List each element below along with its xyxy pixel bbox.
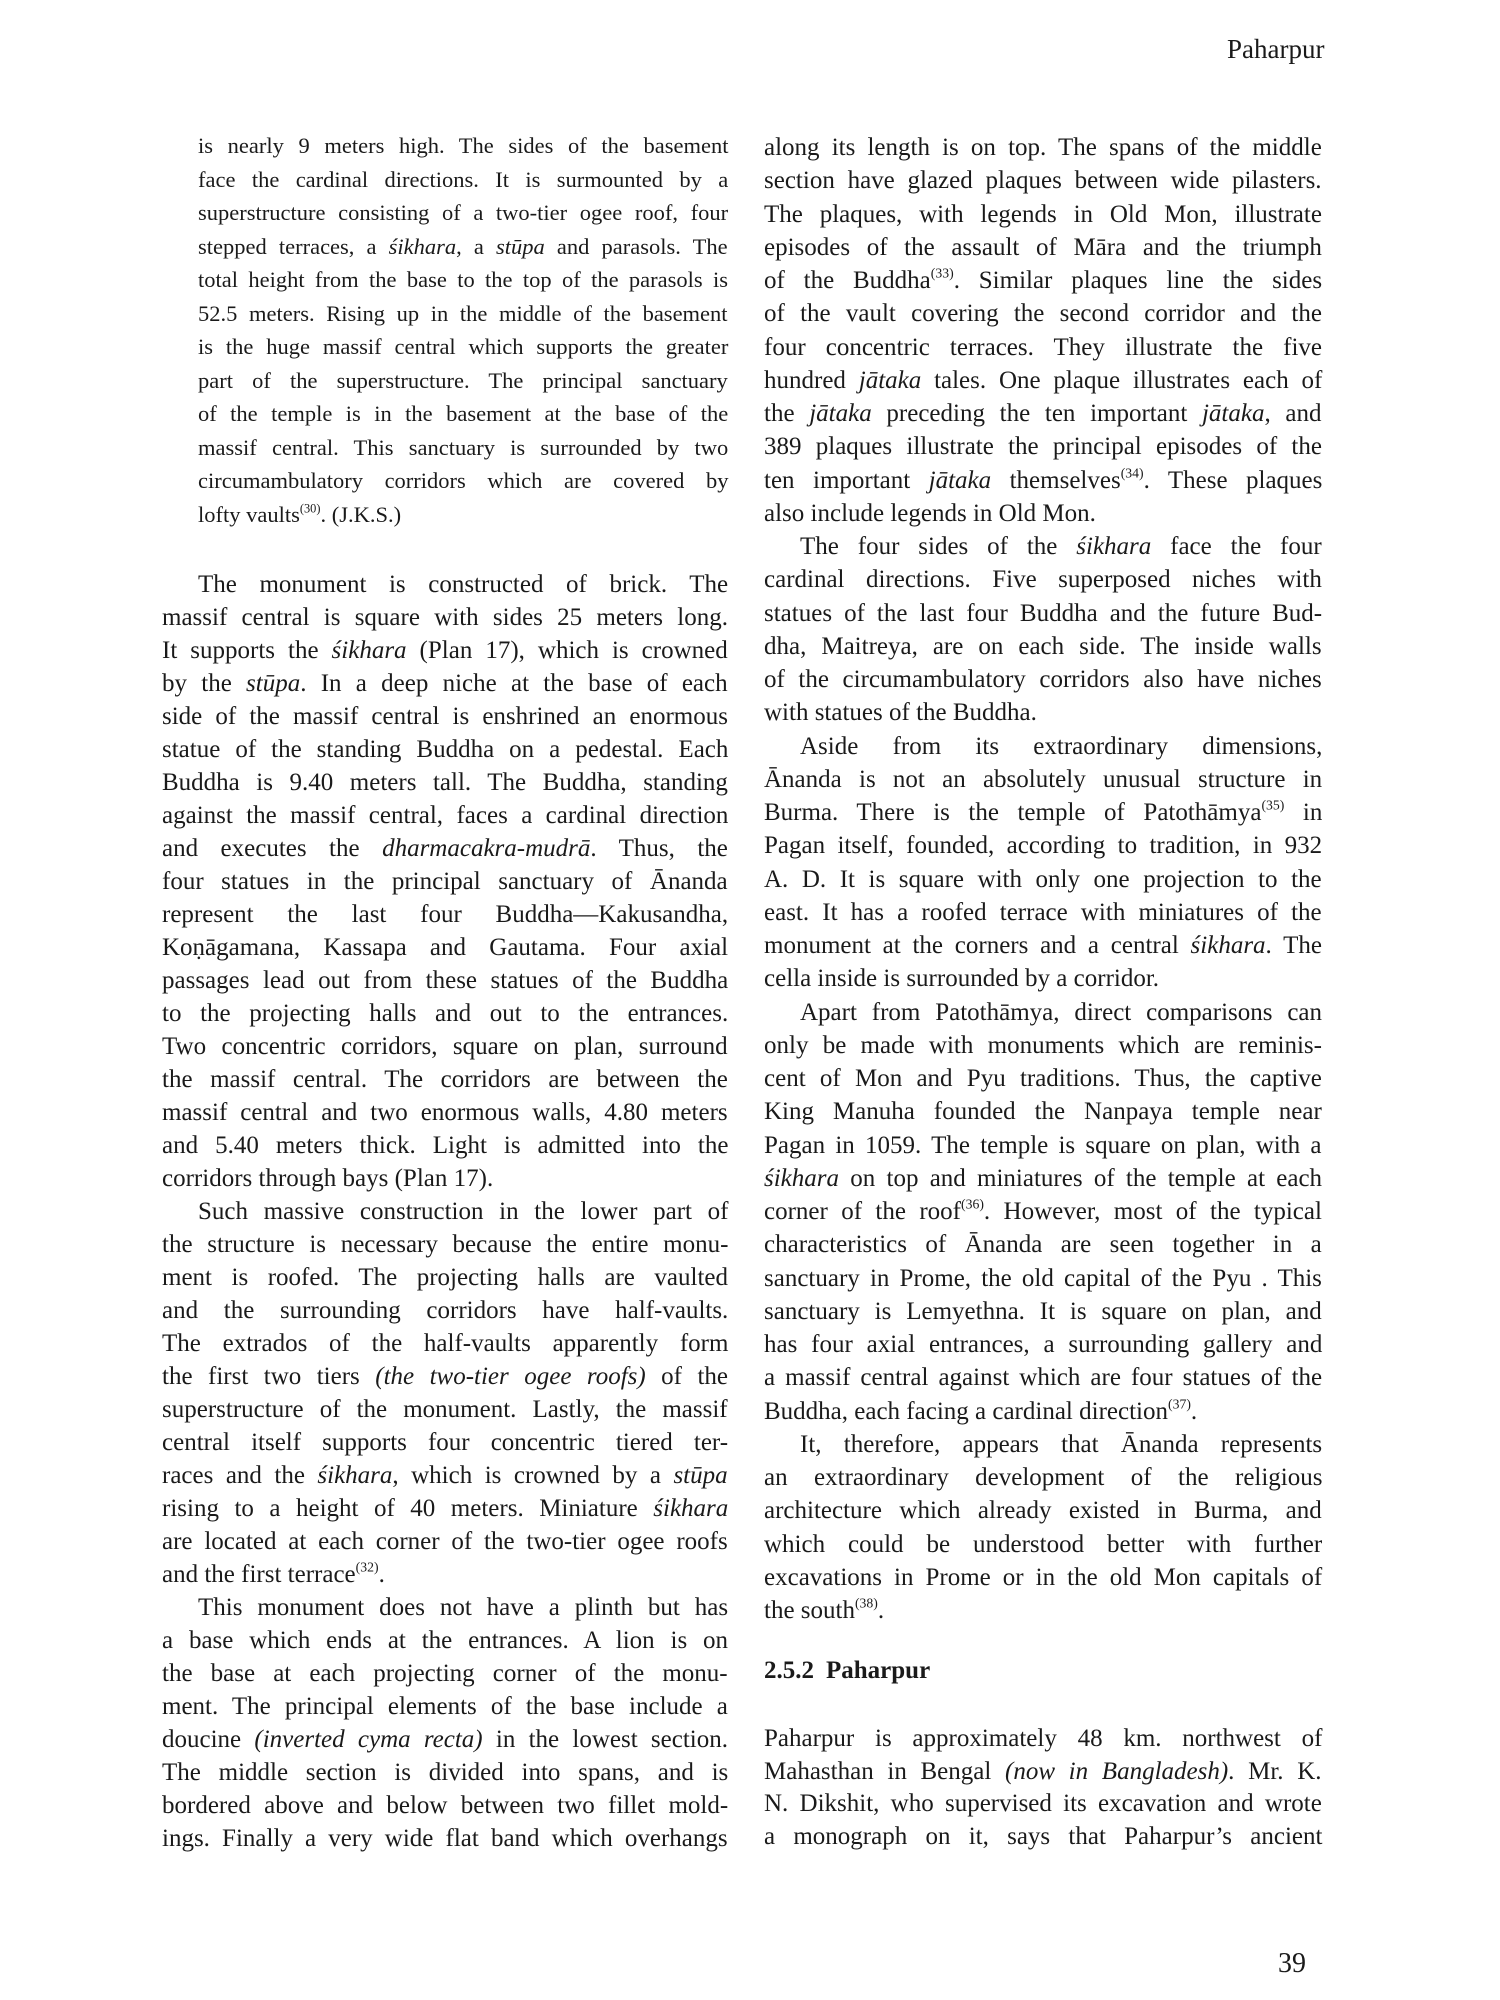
italic-term: śikhara xyxy=(317,1462,393,1489)
text-run: Apart from Patothāmya, direct comparisons can xyxy=(800,998,1323,1026)
italic-term: śikhara xyxy=(1076,533,1152,560)
text-run: and the first terrace xyxy=(162,1561,356,1588)
text-line xyxy=(764,1262,1322,1295)
text-run: face the four xyxy=(1151,533,1322,560)
text-line xyxy=(764,1395,1322,1428)
text-line xyxy=(162,931,728,964)
text-run: themselves xyxy=(991,466,1121,494)
text-line xyxy=(764,397,1322,430)
text-run: four statues in the principal sanctuary of Ānanda xyxy=(162,868,728,895)
text-line xyxy=(162,865,728,898)
text-run: massif central. This sanctuary is surrounded by two xyxy=(198,434,729,460)
text-run: is nearly 9 meters high. The sides of the basement xyxy=(198,133,729,158)
text-line xyxy=(162,667,728,700)
text-run: in the lowest section. xyxy=(482,1726,728,1753)
text-run: massif central is square with sides 25 meters long. xyxy=(162,604,728,631)
text-run: excavations in Prome or in the old Mon capitals of xyxy=(764,1563,1323,1591)
text-run: King Manuha founded the Nanpaya temple near xyxy=(764,1098,1322,1126)
text-line xyxy=(162,733,728,766)
italic-term: śikhara xyxy=(388,233,457,259)
text-run: episodes of the assault of Māra and the triumph xyxy=(764,233,1322,261)
text-line xyxy=(162,1162,728,1195)
text-run: central itself supports four concentric tiered ter- xyxy=(162,1429,729,1456)
text-run: with statues of the Buddha. xyxy=(764,699,1037,727)
text-line xyxy=(162,1789,728,1822)
text-line xyxy=(162,1393,728,1426)
text-run: east. It has a roofed terrace with miniatures of the xyxy=(764,898,1322,926)
text-line xyxy=(764,1821,1322,1854)
text-line xyxy=(162,634,728,667)
text-run: bordered above and below between two fillet mold- xyxy=(162,1792,729,1819)
text-line xyxy=(764,1528,1322,1561)
text-run: corner of the roof xyxy=(764,1198,961,1225)
left-column-body xyxy=(162,568,728,1855)
text-line xyxy=(162,898,728,931)
text-line xyxy=(764,1428,1322,1461)
text-run: Such massive construction in the lower part of xyxy=(198,1198,729,1225)
text-line xyxy=(764,829,1322,862)
text-run: lofty vaults xyxy=(198,501,300,527)
text-run: stepped terraces, a xyxy=(198,233,389,259)
text-run: ten important xyxy=(764,466,929,494)
text-run: Mahasthan in Bengal xyxy=(764,1757,1005,1785)
italic-term: jātaka xyxy=(1201,400,1265,427)
text-line xyxy=(162,1591,728,1624)
text-run: Koṇāgamana, Kassapa and Gautama. Four axial xyxy=(162,934,729,961)
italic-term: jātaka xyxy=(809,400,872,427)
text-run: statues of the last four Buddha and the future Bud- xyxy=(764,599,1323,627)
text-run: The four sides of the xyxy=(800,533,1077,560)
text-line xyxy=(162,1690,728,1723)
page-number: 39 xyxy=(1278,1948,1306,1979)
text-run: Burma. There is the temple of Patothāmya xyxy=(764,799,1262,826)
footnote-reference: (30) xyxy=(299,501,321,516)
text-run: . However, most of the typical xyxy=(983,1198,1322,1225)
text-line xyxy=(764,1295,1322,1328)
text-line xyxy=(162,1294,728,1327)
text-line xyxy=(198,431,728,465)
text-line xyxy=(162,832,728,865)
text-line xyxy=(764,1029,1322,1062)
text-line xyxy=(764,796,1322,829)
text-line xyxy=(764,1494,1322,1527)
text-line xyxy=(162,1030,728,1063)
text-run: the south xyxy=(764,1597,855,1624)
text-run: Pagan itself, founded, according to tradition, in 932 xyxy=(764,832,1323,860)
text-run: monument at the corners and a central xyxy=(764,932,1191,959)
text-run: . In a deep niche at the base of each xyxy=(300,670,728,697)
text-line xyxy=(764,297,1322,330)
text-run: section have glazed plaques between wide pilasters. xyxy=(764,167,1322,195)
text-run: of the Buddha xyxy=(764,267,931,294)
text-run: tales. One plaque illustrates each of xyxy=(921,366,1323,394)
text-line xyxy=(764,364,1322,397)
text-run: hundred xyxy=(764,366,859,394)
text-line xyxy=(198,498,728,532)
text-run: architecture which already existed in Burma, and xyxy=(764,1497,1322,1525)
italic-term: (inverted cyma recta) xyxy=(254,1726,483,1753)
text-run: the massif central. The corridors are between the xyxy=(162,1066,728,1093)
text-line xyxy=(764,630,1322,663)
text-line xyxy=(764,1129,1322,1162)
text-line xyxy=(162,1657,728,1690)
text-run: cella inside is surrounded by a corridor. xyxy=(764,965,1160,993)
text-run: of the xyxy=(645,1363,729,1390)
footnote-reference: (32) xyxy=(355,1559,379,1575)
text-line xyxy=(764,1095,1322,1128)
text-run: Buddha, each facing a cardinal direction xyxy=(764,1397,1168,1425)
text-run: and executes the xyxy=(162,835,383,862)
text-line xyxy=(162,1195,728,1228)
text-run: . xyxy=(378,1561,385,1588)
text-line xyxy=(764,696,1322,729)
text-line xyxy=(764,530,1322,563)
text-line xyxy=(764,896,1322,929)
text-run: massif central and two enormous walls, 4.80 meters xyxy=(162,1099,728,1126)
text-line xyxy=(764,763,1322,796)
text-run: is the huge massif central which supports the greater xyxy=(198,334,729,359)
text-line xyxy=(162,1228,728,1261)
text-run: of the temple is in the basement at the base of the xyxy=(198,401,729,426)
text-run: a monograph on it, says that Paharpur’s ancient xyxy=(764,1823,1323,1851)
text-line xyxy=(764,1756,1322,1789)
text-line xyxy=(198,263,728,297)
text-line xyxy=(162,568,728,601)
text-line xyxy=(162,1558,728,1591)
text-run: . xyxy=(1190,1397,1198,1425)
text-run: The extrados of the half-vaults apparently form xyxy=(162,1330,729,1357)
text-run: and the surrounding corridors have half-vaults. xyxy=(162,1297,729,1324)
quoted-description-paragraph xyxy=(198,129,728,531)
text-line xyxy=(764,597,1322,630)
text-run: are located at each corner of the two-tier ogee roofs xyxy=(162,1528,728,1555)
text-run: Aside from its extraordinary dimensions, xyxy=(800,732,1323,760)
text-run: an extraordinary development of the religious xyxy=(764,1464,1323,1491)
text-run: statue of the standing Buddha on a pedestal. Each xyxy=(162,736,729,763)
text-run: on top and miniatures of the temple at each xyxy=(839,1164,1323,1192)
text-run: 389 plaques illustrate the principal episodes of the xyxy=(764,433,1322,461)
text-run: a massif central against which are four statues of the xyxy=(764,1364,1323,1392)
footnote-reference: (35) xyxy=(1261,797,1285,813)
text-run: superstructure consisting of a two-tier ogee roof, four xyxy=(198,200,729,225)
text-line xyxy=(198,129,728,163)
text-run: . xyxy=(877,1597,885,1624)
text-line xyxy=(198,364,728,398)
text-line xyxy=(764,1328,1322,1361)
footnote-reference: (37) xyxy=(1167,1396,1191,1412)
text-run: of the circumambulatory corridors also have niches xyxy=(764,666,1322,693)
text-run: A. D. It is square with only one projection to the xyxy=(764,865,1322,893)
text-run: N. Dikshit, who supervised its excavation and wrote xyxy=(764,1790,1322,1818)
text-line xyxy=(198,297,728,331)
text-run: The monument is constructed of brick. The xyxy=(198,571,729,598)
text-run: the base at each projecting corner of the monu- xyxy=(162,1660,728,1687)
text-line xyxy=(764,1723,1322,1756)
text-run: The middle section is divided into spans, and is xyxy=(162,1759,729,1786)
text-run: side of the massif central is enshrined an enormous xyxy=(162,703,728,730)
text-run: part of the superstructure. The principal sanctuary xyxy=(198,367,728,393)
text-line xyxy=(198,330,728,364)
text-line xyxy=(764,497,1322,530)
running-head: Paharpur xyxy=(1227,34,1325,64)
text-run: (Plan 17), which is crowned xyxy=(406,637,728,664)
text-run: also include legends in Old Mon. xyxy=(764,499,1096,527)
text-line xyxy=(764,1162,1322,1195)
text-run: along its length is on top. The spans of the middle xyxy=(764,134,1322,161)
text-run: has four axial entrances, a surrounding gallery and xyxy=(764,1331,1323,1358)
footnote-reference: (33) xyxy=(930,265,954,281)
text-run: , and xyxy=(1264,400,1322,427)
text-run: . (J.K.S.) xyxy=(320,501,402,527)
text-run: and parasols. The xyxy=(544,233,728,259)
text-line xyxy=(162,1360,728,1393)
text-line xyxy=(764,996,1322,1029)
text-line xyxy=(198,230,728,264)
text-line xyxy=(764,962,1322,995)
section-heading xyxy=(764,1654,930,1688)
text-run: the structure is necessary because the entire monu- xyxy=(162,1231,729,1258)
italic-term: stūpa xyxy=(496,233,545,259)
text-line xyxy=(162,799,728,832)
text-line xyxy=(764,430,1322,463)
text-line xyxy=(162,700,728,733)
text-run: ment. The principal elements of the base include a xyxy=(162,1693,728,1720)
text-run: ment is roofed. The projecting halls are vaulted xyxy=(162,1264,728,1291)
italic-term: dharmacakra-mudrā xyxy=(382,835,591,862)
text-run: four concentric terraces. They illustrate the five xyxy=(764,333,1323,361)
text-run: represent the last four Buddha—Kakusandha, xyxy=(162,901,729,928)
text-run: a base which ends at the entrances. A lion is on xyxy=(162,1627,729,1654)
text-line xyxy=(162,1756,728,1789)
text-run: sanctuary in Prome, the old capital of the Pyu . This xyxy=(764,1264,1322,1292)
text-run: Pagan in 1059. The temple is square on plan, with a xyxy=(764,1131,1322,1159)
text-run: Buddha is 9.40 meters tall. The Buddha, standing xyxy=(162,769,728,796)
text-run: against the massif central, faces a cardinal direction xyxy=(162,802,729,829)
text-run: passages lead out from these statues of the Buddha xyxy=(162,967,729,994)
italic-term: jātaka xyxy=(858,366,922,394)
text-run: preceding the ten important xyxy=(871,400,1202,427)
text-run: , a xyxy=(456,233,497,259)
text-run: . These plaques xyxy=(1143,466,1323,494)
text-line xyxy=(198,397,728,431)
text-line xyxy=(764,1788,1322,1821)
italic-term: (now in Bangladesh) xyxy=(1005,1757,1229,1785)
text-line xyxy=(764,464,1322,497)
text-run: 52.5 meters. Rising up in the middle of the basement xyxy=(198,300,728,326)
text-run: which could be understood better with further xyxy=(764,1530,1323,1558)
text-line xyxy=(764,331,1322,364)
text-line xyxy=(198,464,728,498)
footnote-reference: (34) xyxy=(1120,465,1144,481)
text-run: corridors through bays (Plan 17). xyxy=(162,1165,494,1192)
text-line xyxy=(162,1525,728,1558)
italic-term: śikhara xyxy=(653,1495,729,1522)
text-run: superstructure of the monument. Lastly, the massif xyxy=(162,1396,728,1423)
text-run: Paharpur is approximately 48 km. northwest of xyxy=(764,1725,1323,1752)
text-line xyxy=(764,1062,1322,1095)
text-run: . Thus, the xyxy=(590,835,728,862)
text-run: doucine xyxy=(162,1726,255,1753)
text-line xyxy=(162,1063,728,1096)
text-line xyxy=(764,929,1322,962)
text-line xyxy=(764,1195,1322,1228)
paharpur-intro-paragraph xyxy=(764,1723,1322,1854)
text-line xyxy=(764,1594,1322,1627)
text-run: . Mr. K. xyxy=(1228,1757,1322,1785)
text-line xyxy=(764,1361,1322,1394)
text-run: the xyxy=(764,400,810,427)
section-number: 2.5.2 xyxy=(764,1657,814,1684)
italic-term: stūpa xyxy=(246,670,301,697)
text-run: the first two tiers xyxy=(162,1363,376,1390)
text-run: characteristics of Ānanda are seen together in a xyxy=(764,1231,1322,1259)
text-run: ings. Finally a very wide flat band which overhangs xyxy=(162,1825,728,1852)
footnote-reference: (36) xyxy=(961,1196,984,1212)
footnote-reference: (38) xyxy=(854,1595,878,1611)
italic-term: (the two-tier ogee roofs) xyxy=(375,1363,646,1390)
text-run: The plaques, with legends in Old Mon, illustrate xyxy=(764,200,1322,228)
text-line xyxy=(162,1426,728,1459)
text-line xyxy=(764,730,1322,763)
text-run: to the projecting halls and out to the entrances. xyxy=(162,1000,729,1027)
text-line xyxy=(162,997,728,1030)
text-line xyxy=(764,563,1322,596)
text-line xyxy=(162,1624,728,1657)
text-run: cent of Mon and Pyu traditions. Thus, the captive xyxy=(764,1065,1322,1092)
text-run: rising to a height of 40 meters. Miniature xyxy=(162,1495,654,1522)
text-line xyxy=(764,1561,1322,1594)
text-line xyxy=(162,1459,728,1492)
text-run: in xyxy=(1284,799,1323,826)
text-run: races and the xyxy=(162,1462,318,1489)
text-run: face the cardinal directions. It is surmounted by a xyxy=(198,166,729,192)
text-line xyxy=(162,964,728,997)
text-run: by the xyxy=(162,670,247,697)
text-line xyxy=(764,863,1322,896)
text-run: total height from the base to the top of the parasols is xyxy=(198,267,729,292)
text-run: Two concentric corridors, square on plan, surround xyxy=(162,1033,728,1060)
text-run: sanctuary is Lemyethna. It is square on plan, and xyxy=(764,1297,1322,1325)
text-line xyxy=(764,198,1322,231)
text-line xyxy=(764,1461,1322,1494)
text-run: of the vault covering the second corridor and the xyxy=(764,300,1322,328)
italic-term: śikhara xyxy=(1190,932,1266,959)
text-line xyxy=(764,663,1322,696)
text-run: and 5.40 meters thick. Light is admitted into the xyxy=(162,1132,729,1159)
text-run: It supports the xyxy=(162,637,332,664)
text-line xyxy=(764,1228,1322,1261)
text-line xyxy=(162,1327,728,1360)
italic-term: jātaka xyxy=(928,466,992,494)
text-line xyxy=(162,1261,728,1294)
text-run: Ānanda is not an absolutely unusual structure in xyxy=(764,765,1323,793)
text-line xyxy=(764,264,1322,297)
text-run: This monument does not have a plinth but has xyxy=(198,1594,729,1621)
text-run: dha, Maitreya, are on each side. The inside walls xyxy=(764,632,1322,660)
section-title: Paharpur xyxy=(826,1657,931,1684)
text-run: . Similar plaques line the sides xyxy=(953,267,1323,294)
italic-term: stūpa xyxy=(673,1462,728,1489)
text-line xyxy=(162,1723,728,1756)
text-run: It, therefore, appears that Ānanda represents xyxy=(800,1430,1323,1458)
text-line xyxy=(198,163,728,197)
text-line xyxy=(162,601,728,634)
text-run: cardinal directions. Five superposed niches with xyxy=(764,566,1322,594)
text-line xyxy=(162,766,728,799)
text-line xyxy=(764,131,1322,164)
text-line xyxy=(764,231,1322,264)
text-line xyxy=(198,196,728,230)
text-line xyxy=(162,1822,728,1855)
right-column-body xyxy=(764,131,1322,1627)
italic-term: śikhara xyxy=(331,637,407,664)
text-run: circumambulatory corridors which are covered by xyxy=(198,468,729,493)
text-line xyxy=(162,1492,728,1525)
text-run: . The xyxy=(1265,932,1322,959)
text-line xyxy=(162,1096,728,1129)
text-run: , which is crowned by a xyxy=(392,1462,674,1489)
text-line xyxy=(162,1129,728,1162)
italic-term: śikhara xyxy=(764,1164,839,1192)
text-line xyxy=(764,164,1322,197)
text-run: only be made with monuments which are reminis- xyxy=(764,1031,1322,1059)
